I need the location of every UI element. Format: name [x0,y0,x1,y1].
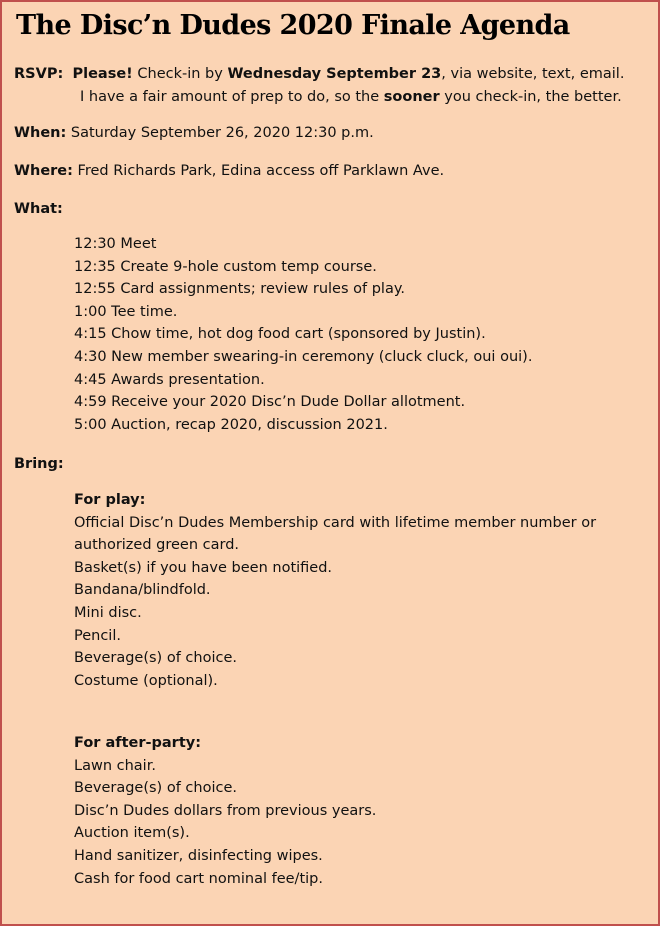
schedule-item: 12:35 Create 9-hole custom temp course. [74,258,377,275]
schedule-item: 12:30 Meet [74,236,157,252]
rsvp-text-1: Check-in by [132,66,228,82]
rsvp-please: Please! [72,66,133,82]
rsvp-line-2 [80,86,622,108]
schedule-item: 4:59 Receive your 2020 Disc’n Dude Dollar allotment. [74,394,466,411]
list-item: Basket(s) if you have been notified. [74,559,333,576]
rsvp-deadline: Wednesday September 23 [227,66,442,82]
party-heading: For after-party: [74,735,202,751]
list-item: Mini disc. [74,604,142,621]
list-item: Beverage(s) of choice. [74,650,237,667]
schedule-list [74,233,532,436]
schedule-item: 4:15 Chow time, hot dog food cart (sponsored by Justin). [74,326,486,343]
bring-label-text: Bring: [14,456,64,472]
schedule-item: 4:45 Awards presentation. [74,371,265,388]
when-line [14,122,374,144]
schedule-item: 1:00 Tee time. [74,303,178,320]
rsvp-sooner: sooner [383,89,440,105]
list-item: Auction item(s). [74,825,190,842]
what-label [14,198,63,220]
list-item: Bandana/blindfold. [74,582,211,599]
party-list [74,732,376,890]
list-item: Lawn chair. [74,757,156,774]
rsvp-text-3: I have a fair amount of prep to do, so the [80,89,384,105]
play-list [74,489,596,692]
rsvp-text-4: you check-in, the better. [439,89,622,105]
where-line [14,160,444,182]
when-label: When: [14,125,67,141]
list-item: Disc’n Dudes dollars from previous years. [74,802,377,819]
page-title: The Disc’n Dudes 2020 Finale Agenda [16,10,570,41]
what-label-text: What: [14,201,63,217]
schedule-item: 12:55 Card assignments; review rules of play. [74,281,405,298]
rsvp-line-1 [14,63,624,85]
schedule-item: 5:00 Auction, recap 2020, discussion 2021. [74,416,388,433]
list-item: Hand sanitizer, disinfecting wipes. [74,847,323,864]
list-item: Pencil. [74,627,121,644]
where-label: Where: [14,163,73,179]
bring-label [14,453,64,475]
list-item: Beverage(s) of choice. [74,780,237,797]
when-value: Saturday September 26, 2020 12:30 p.m. [70,125,374,141]
list-item: Official Disc’n Dudes Membership card with lifetime member number or [74,514,597,531]
play-heading: For play: [74,492,146,508]
schedule-item: 4:30 New member swearing-in ceremony (cluck cluck, oui oui). [74,348,533,365]
list-item: Cash for food cart nominal fee/tip. [74,870,323,887]
list-item: Costume (optional). [74,672,218,689]
where-value: Fred Richards Park, Edina access off Parklawn Ave. [77,163,445,179]
rsvp-text-2: , via website, text, email. [441,66,625,82]
rsvp-label: RSVP: [14,66,64,82]
list-item: authorized green card. [74,537,240,554]
